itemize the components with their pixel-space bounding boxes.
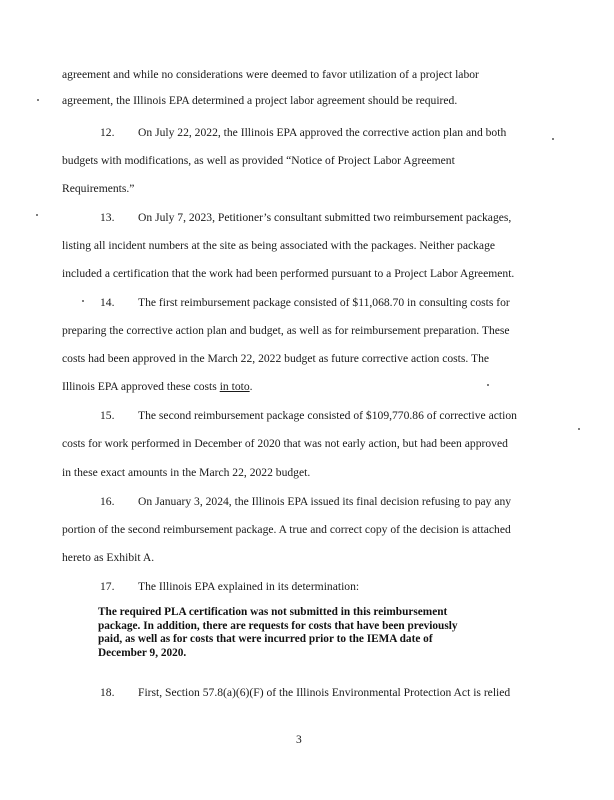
text-line <box>62 378 552 396</box>
scan-speck <box>487 384 489 386</box>
text-span: First, Section 57.8(a)(6)(F) of the Illinois Environmental Protection Act is relied <box>138 686 511 699</box>
text-span: The Illinois EPA explained in its determination: <box>138 580 360 593</box>
scan-speck <box>36 214 38 216</box>
paragraph-number: 15. <box>100 409 115 422</box>
scan-speck <box>552 138 554 140</box>
quote-line: December 9, 2020. <box>98 646 187 659</box>
scan-speck <box>37 99 39 101</box>
text-span: The first reimbursement package consisted of $11,068.70 in consulting costs for <box>138 296 510 309</box>
text-span: On July 22, 2022, the Illinois EPA approved the corrective action plan and both <box>138 126 507 139</box>
underlined-phrase: in toto <box>219 380 250 393</box>
text-span: The second reimbursement package consisted of $109,770.86 of corrective action <box>138 409 517 422</box>
text-line: portion of the second reimbursement package. A true and correct copy of the decision is attached <box>62 523 511 536</box>
paragraph-number: 14. <box>100 296 115 309</box>
quote-line: paid, as well as for costs that were incurred prior to the IEMA date of <box>98 633 433 645</box>
block-quote <box>98 606 538 660</box>
paragraph-16-first-line <box>62 493 552 511</box>
paragraph-13-first-line <box>62 209 552 227</box>
scan-speck <box>82 300 84 302</box>
scan-speck <box>578 428 580 430</box>
paragraph-14-first-line <box>62 294 552 312</box>
paragraph-number: 12. <box>100 126 115 139</box>
paragraph-12-first-line <box>62 124 552 142</box>
paragraph-number: 13. <box>100 211 115 224</box>
text-line: listing all incident numbers at the site as being associated with the packages. Neither package <box>62 239 496 252</box>
text-line: agreement and while no considerations were deemed to favor utilization of a project labor <box>62 68 479 81</box>
text-line: in these exact amounts in the March 22, 2022 budget. <box>62 466 311 479</box>
text-span: . <box>249 380 253 393</box>
text-line: agreement, the Illinois EPA determined a project labor agreement should be required. <box>62 94 458 107</box>
text-line: Requirements.” <box>62 182 135 195</box>
text-line: hereto as Exhibit A. <box>62 551 155 564</box>
text-span: On July 7, 2023, Petitioner’s consultant submitted two reimbursement packages, <box>138 211 512 224</box>
paragraph-number: 18. <box>100 686 115 699</box>
paragraph-15-first-line <box>62 407 552 425</box>
quote-line: package. In addition, there are requests for costs that have been previously <box>98 619 458 632</box>
quote-line: The required PLA certification was not submitted in this reimbursement <box>98 606 448 618</box>
paragraph-number: 16. <box>100 495 115 508</box>
text-line: costs had been approved in the March 22, 2022 budget as future corrective action costs. The <box>62 352 490 365</box>
text-line: costs for work performed in December of 2020 that was not early action, but had been approved <box>62 437 508 450</box>
paragraph-17-first-line <box>62 578 552 596</box>
paragraph-18-first-line <box>62 684 552 702</box>
text-line: included a certification that the work had been performed pursuant to a Project Labor Agreement. <box>62 267 515 280</box>
text-span: Illinois EPA approved these costs <box>62 380 220 393</box>
paragraph-number: 17. <box>100 580 115 593</box>
text-line: budgets with modifications, as well as provided “Notice of Project Labor Agreement <box>62 154 455 167</box>
page-number: 3 <box>296 734 302 746</box>
text-span: On January 3, 2024, the Illinois EPA issued its final decision refusing to pay any <box>138 495 512 508</box>
text-line: preparing the corrective action plan and budget, as well as for reimbursement preparation. These <box>62 324 510 337</box>
